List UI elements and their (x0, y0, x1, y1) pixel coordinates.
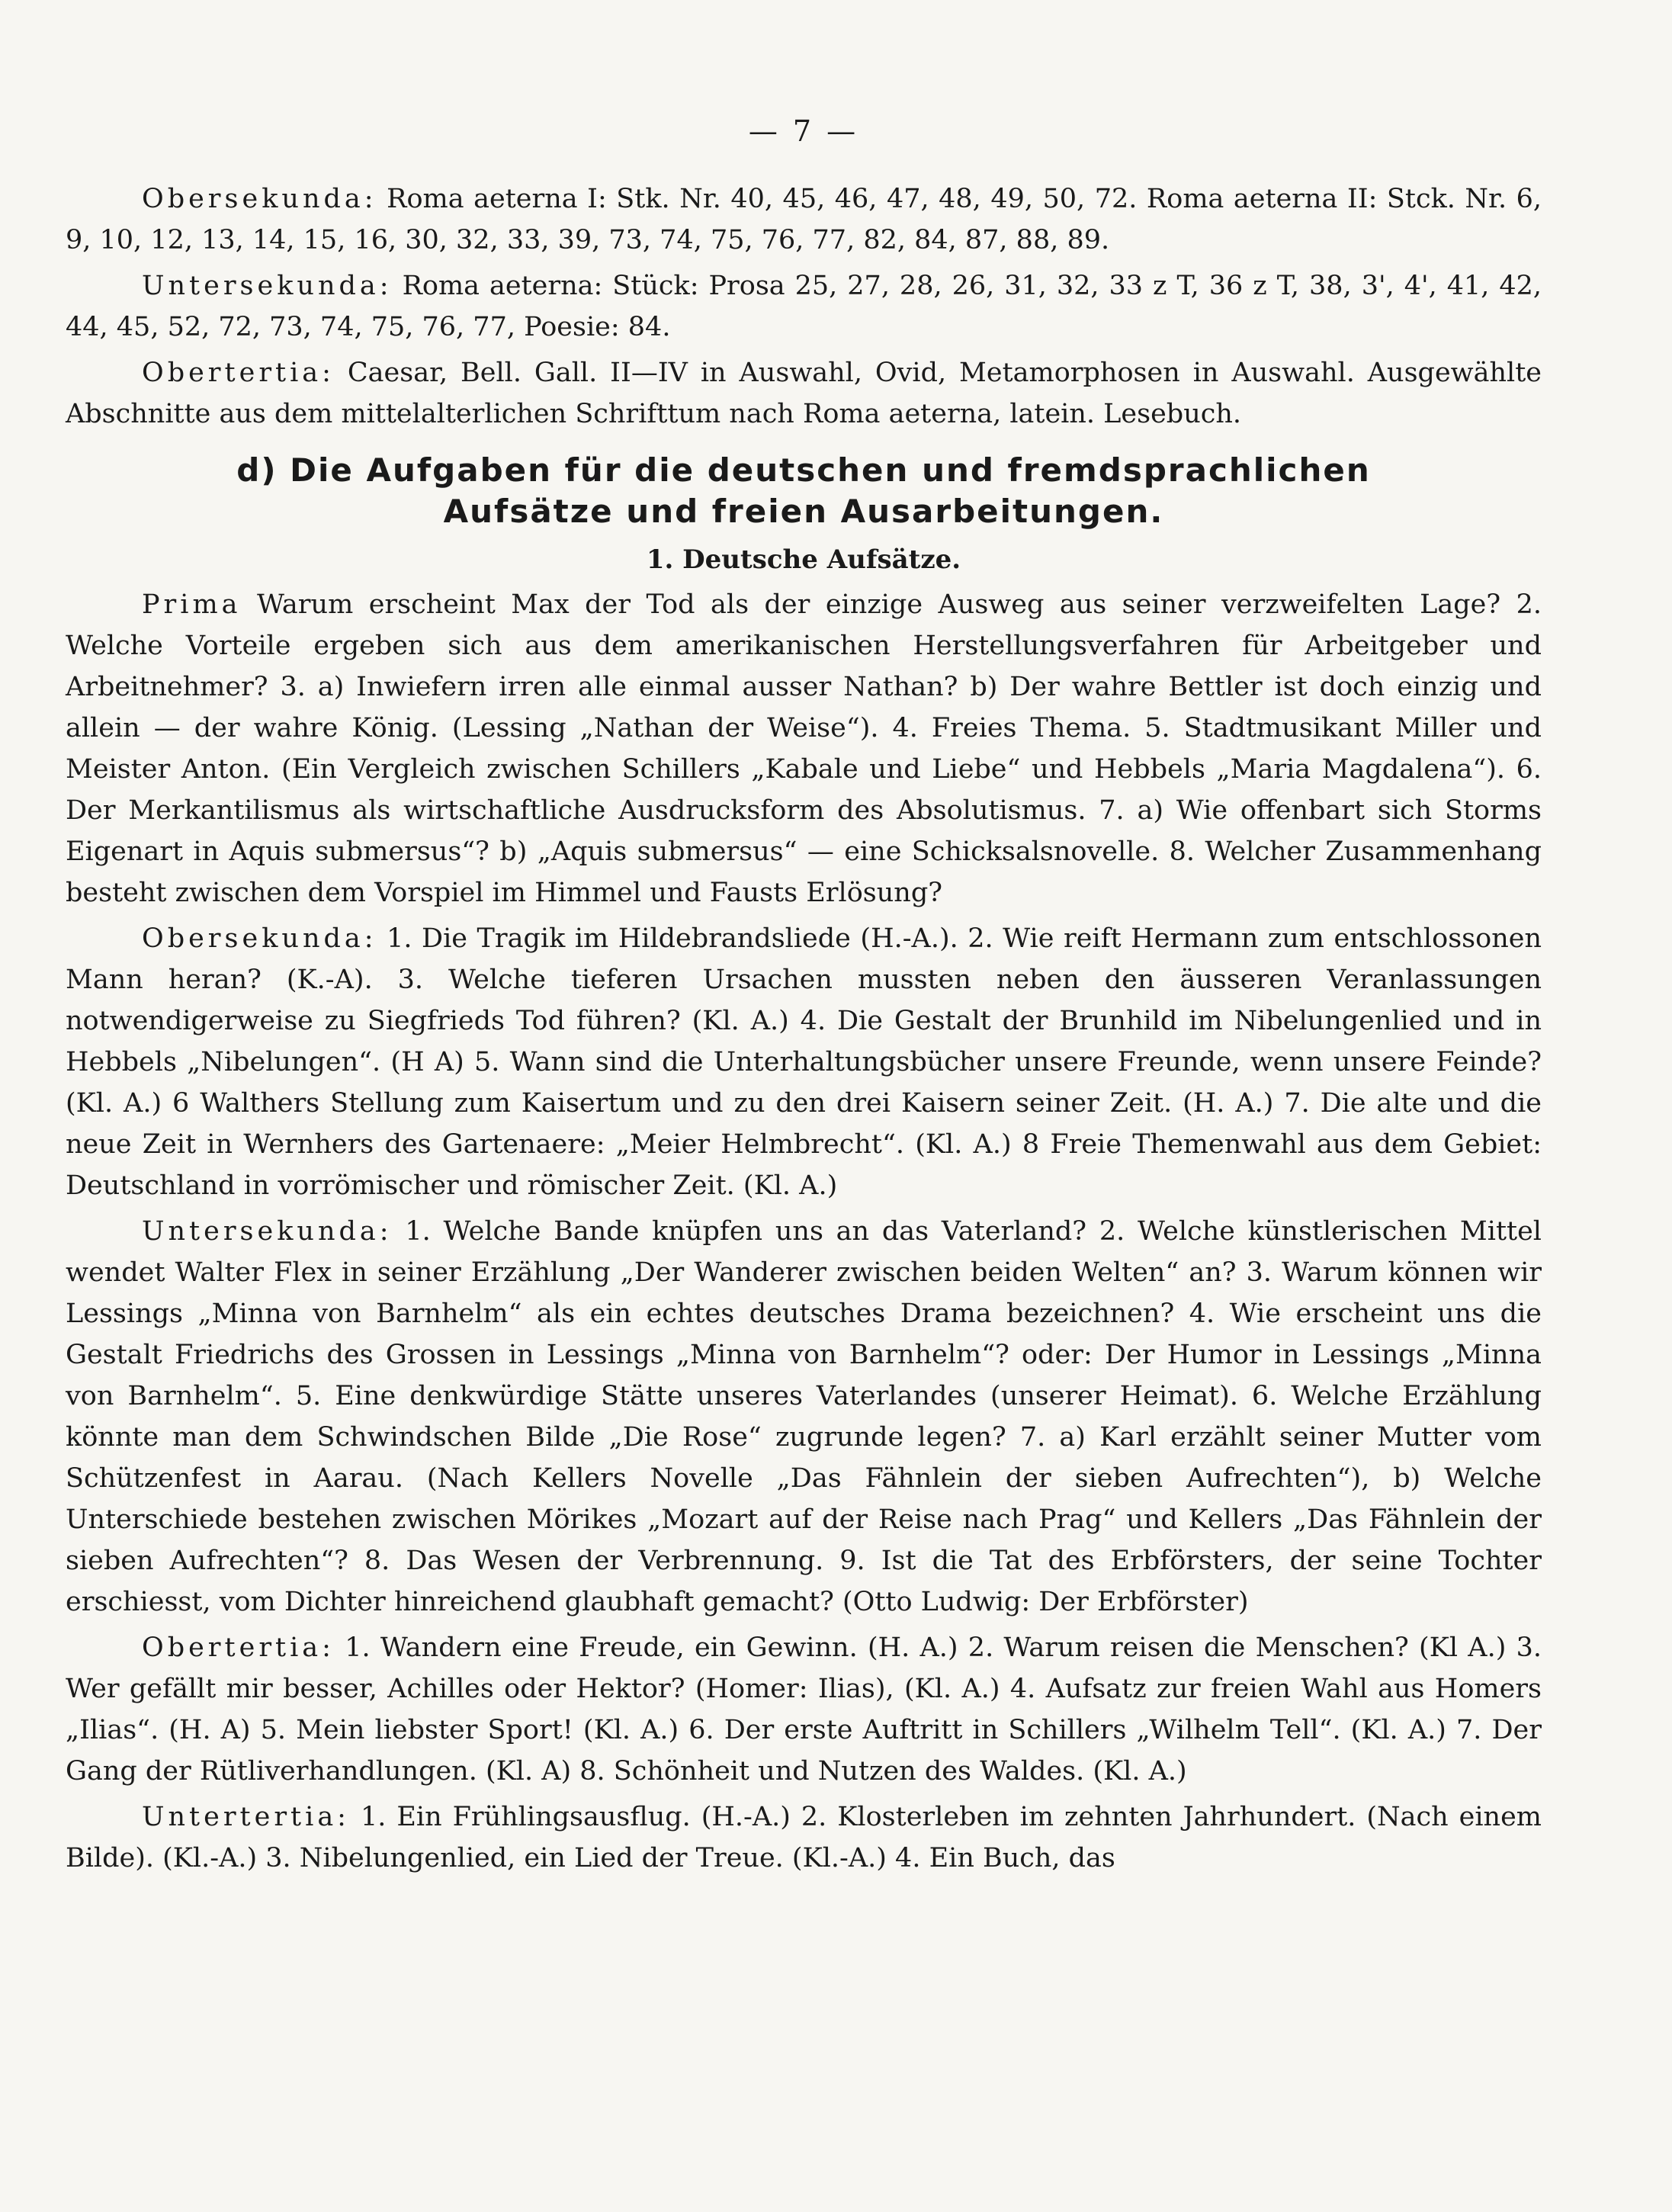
class-label: Untertertia: (142, 1802, 350, 1832)
paragraph-text: Roma aeterna I: Stk. Nr. 40, 45, 46, 47, 48, 49, 50, 72. Roma aeterna II: Stck. Nr. 6, 9, 10, 12, 13, 14, 15, 16, 30, 32, 33, 39, 73, 74, 75, 76, 77, 82, 84, 87, 88, 89. (66, 184, 1542, 255)
class-label: Obertertia: (142, 1633, 335, 1663)
class-label: Obertertia: (142, 358, 335, 388)
section-heading-line-2: Aufsätze und freien Ausarbeitungen. (443, 493, 1164, 530)
subheading: 1. Deutsche Aufsätze. (646, 544, 961, 575)
paragraph-text: 1. Welche Bande knüpfen uns an das Vaterland? 2. Welche künstlerischen Mittel wendet Walter Flex in seiner Erzählung „Der Wanderer zwischen beiden Welten“ an? 3. Warum können wir Lessings „Minna von Barnhelm“ als ein echtes deutsches Drama bezeichnen? 4. Wie erscheint uns die Gestalt Friedrichs des Grossen in Lessings „Minna von Barnhelm“? oder: Der Humor in Lessings „Minna von Barnhelm“. 5. Eine denkwürdige Stätte unseres Vaterlandes (unserer Heimat). 6. Welche Erzählung könnte man dem Schwindschen Bilde „Die Rose“ zugrunde legen? 7. a) Karl erzählt seiner Mutter vom Schützenfest in Aarau. (Nach Kellers Novelle „Das Fähnlein der sieben Aufrechten“), b) Welche Unterschiede bestehen zwischen Mörikes „Mozart auf der Reise nach Prag“ und Kellers „Das Fähnlein der sieben Aufrechten“? 8. Das Wesen der Verbrennung. 9. Ist die Tat des Erbförsters, der seine Tochter erschiesst, vom Dichter hinreichend glaubhaft gemacht? (Otto Ludwig: Der Erbförster) (66, 1216, 1542, 1617)
de-paragraph-untersekunda (66, 1211, 1542, 1623)
lat-paragraph-obertertia (66, 352, 1542, 435)
section-heading (66, 450, 1542, 532)
class-label: Prima (142, 589, 242, 620)
de-paragraph-obersekunda (66, 918, 1542, 1206)
document-page (66, 114, 1542, 1883)
class-label: Untersekunda: (142, 271, 393, 301)
lat-paragraph-untersekunda (66, 265, 1542, 348)
page-number: — 7 — (748, 114, 859, 148)
de-paragraph-obertertia (66, 1627, 1542, 1792)
class-label: Obersekunda: (142, 184, 377, 214)
de-paragraph-untertertia (66, 1796, 1542, 1879)
paragraph-text: 1. Ein Frühlingsausflug. (H.-A.) 2. Klosterleben im zehnten Jahrhundert. (Nach einem Bilde). (Kl.-A.) 3. Nibelungenlied, ein Lied der Treue. (Kl.-A.) 4. Ein Buch, das (66, 1802, 1542, 1873)
paragraph-text: 1. Wandern eine Freude, ein Gewinn. (H. A.) 2. Warum reisen die Menschen? (Kl A.) 3. Wer gefällt mir besser, Achilles oder Hektor? (Homer: Ilias), (Kl. A.) 4. Aufsatz zur freien Wahl aus Homers „Ilias“. (H. A) 5. Mein liebster Sport! (Kl. A.) 6. Der erste Auftritt in Schillers „Wilhelm Tell“. (Kl. A.) 7. Der Gang der Rütliverhandlungen. (Kl. A) 8. Schönheit und Nutzen des Waldes. (Kl. A.) (66, 1633, 1542, 1787)
section-heading-line-1: d) Die Aufgaben für die deutschen und fremdsprachlichen (236, 451, 1371, 489)
paragraph-text: Caesar, Bell. Gall. II—IV in Auswahl, Ovid, Metamorphosen in Auswahl. Ausgewählte Abschnitte aus dem mittelalterlichen Schrifttum nach Roma aeterna, latein. Lesebuch. (66, 358, 1542, 429)
paragraph-text: 1. Die Tragik im Hildebrandsliede (H.-A.). 2. Wie reift Hermann zum entschlossonen Mann heran? (K.-A). 3. Welche tieferen Ursachen mussten neben den äusseren Veranlassungen notwendigerweise zu Siegfrieds Tod führen? (Kl. A.) 4. Die Gestalt der Brunhild im Nibelungenlied und in Hebbels „Nibelungen“. (H A) 5. Wann sind die Unterhaltungsbücher unsere Freunde, wenn unsere Feinde? (Kl. A.) 6 Walthers Stellung zum Kaisertum und zu den drei Kaisern seiner Zeit. (H. A.) 7. Die alte und die neue Zeit in Wernhers des Gartenaere: „Meier Helmbrecht“. (Kl. A.) 8 Freie Themenwahl aus dem Gebiet: Deutschland in vorrömischer und römischer Zeit. (Kl. A.) (66, 923, 1542, 1201)
class-label: Obersekunda: (142, 923, 377, 954)
lat-paragraph-obersekunda (66, 178, 1542, 261)
de-paragraph-prima (66, 584, 1542, 913)
class-label: Untersekunda: (142, 1216, 393, 1247)
paragraph-text: Warum erscheint Max der Tod als der einzige Ausweg aus seiner verzweifelten Lage? 2. Welche Vorteile ergeben sich aus dem amerikanischen Herstellungsverfahren für Arbeitgeber und Arbeitnehmer? 3. a) Inwiefern irren alle einmal ausser Nathan? b) Der wahre Bettler ist doch einzig und allein — der wahre König. (Lessing „Nathan der Weise“). 4. Freies Thema. 5. Stadtmusikant Miller und Meister Anton. (Ein Vergleich zwischen Schillers „Kabale und Liebe“ und Hebbels „Maria Magdalena“). 6. Der Merkantilismus als wirtschaftliche Ausdrucksform des Absolutismus. 7. a) Wie offenbart sich Storms Eigenart in Aquis submersus“? b) „Aquis submersus“ — eine Schicksalsnovelle. 8. Welcher Zusammenhang besteht zwischen dem Vorspiel im Himmel und Fausts Erlösung? (66, 589, 1542, 908)
paragraph-text: Roma aeterna: Stück: Prosa 25, 27, 28, 26, 31, 32, 33 z T, 36 z T, 38, 3', 4', 41, 42, 44, 45, 52, 72, 73, 74, 75, 76, 77, Poesie: 84. (66, 271, 1542, 342)
